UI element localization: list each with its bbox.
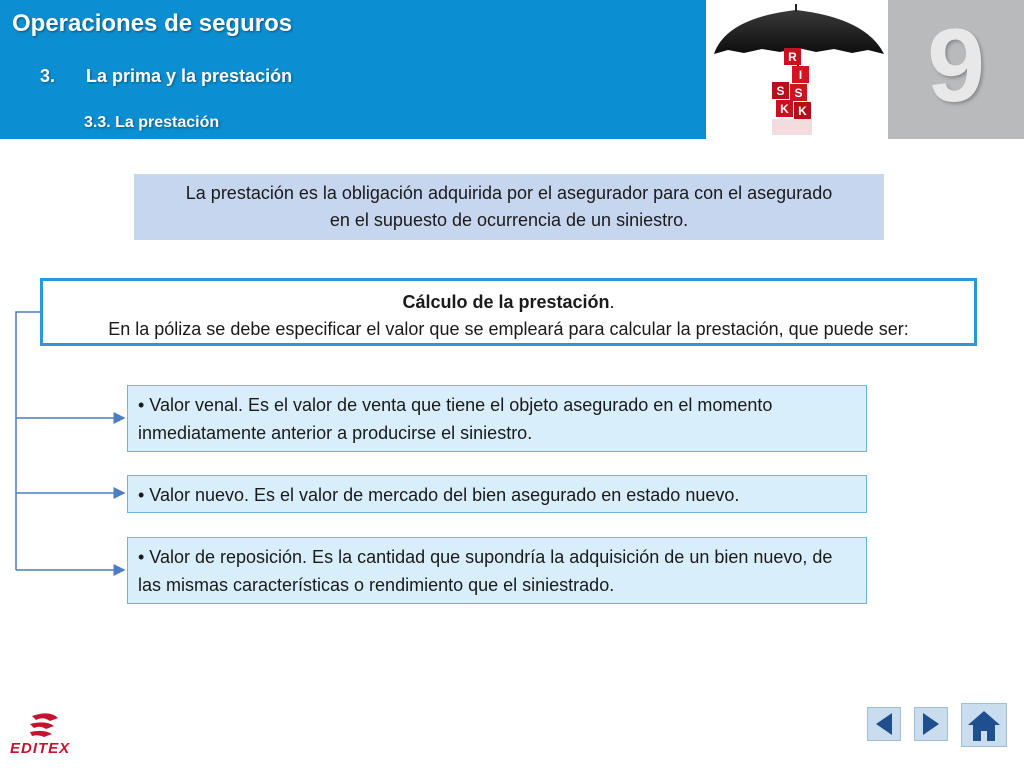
calculation-heading — [43, 289, 974, 316]
connector-trunk — [16, 312, 41, 570]
chapter-panel — [888, 0, 1024, 139]
arrow-right-icon — [915, 708, 947, 740]
definition-text: La prestación es la obligación adquirida por el asegurador para con el asegurado en el supuesto de ocurrencia de un siniestro. — [185, 183, 833, 230]
risk-block-i: I — [798, 68, 803, 82]
risk-block-s2: S — [794, 86, 803, 100]
risk-block-k1: K — [780, 102, 789, 116]
definition-box — [134, 174, 884, 240]
page-title: Operaciones de seguros — [12, 10, 293, 37]
risk-block-k2: K — [798, 104, 807, 118]
subsection-heading: 3.3. La prestación — [84, 114, 220, 131]
item-valor-reposicion — [127, 537, 867, 604]
section-title: La prima y la prestación — [86, 66, 293, 86]
arrow-left-icon — [868, 708, 900, 740]
item-text: • Valor nuevo. Es el valor de mercado del bien asegurado en estado nuevo. — [138, 485, 740, 505]
home-icon — [962, 704, 1006, 746]
risk-block-s1: S — [776, 84, 785, 98]
item-text: • Valor venal. Es el valor de venta que tiene el objeto asegurado en el momento inmediatamente anterior a producirse el siniestro. — [138, 395, 773, 443]
umbrella-risk-image — [706, 0, 888, 139]
item-valor-nuevo — [127, 475, 867, 513]
calculation-title: Cálculo de la prestación — [402, 292, 610, 312]
calculation-box — [40, 278, 977, 346]
item-text: • Valor de reposición. Es la cantidad que supondría la adquisición de un bien nuevo, de las mismas características o rendimiento que el siniestrado. — [138, 547, 833, 595]
header-banner — [0, 0, 706, 139]
chapter-number: 9 — [927, 8, 985, 124]
next-button[interactable] — [914, 707, 948, 741]
home-button[interactable] — [961, 703, 1007, 747]
editex-logo-text: EDITEX — [10, 740, 71, 757]
calculation-title-period: . — [609, 292, 615, 312]
risk-block-r: R — [788, 50, 797, 64]
section-number: 3. — [40, 66, 56, 86]
section-heading — [40, 66, 292, 87]
calculation-body: En la póliza se debe especificar el valor que se empleará para calcular la prestación, que puede ser: — [108, 319, 909, 339]
prev-button[interactable] — [867, 707, 901, 741]
item-valor-venal — [127, 385, 867, 452]
